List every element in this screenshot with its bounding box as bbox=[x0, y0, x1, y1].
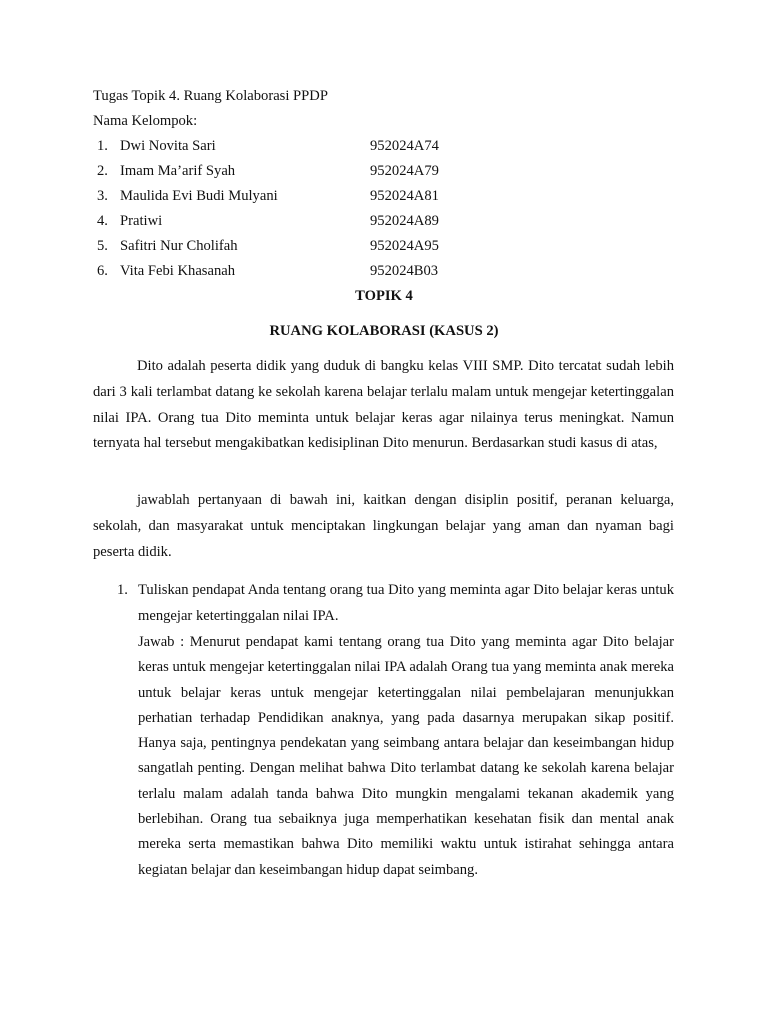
answer-text: Jawab : Menurut pendapat kami tentang orang tua Dito yang meminta agar Dito belajar keras untuk mengejar ketertinggalan nilai IPA adalah Orang tua yang meminta anak mereka untuk belajar keras untuk mengejar ketertinggalan nilai pembelajaran menunjukkan perhatian terhadap Pendidikan anaknya, yang pada dasarnya merupakan sikap positif. Hanya saja, pentingnya pendekatan yang seimbang antara belajar dan keseimbangan hidup sangatlah penting. Dengan melihat bahwa Dito terlambat datang ke sekolah karena belajar terlalu malam adalah tanda bahwa Dito mungkin mengalami tekanan akademik yang berlebihan. Orang tua sebaiknya juga memperhatikan kesehatan fisik dan mental anak mereka serta memastikan bahwa Dito memiliki waktu untuk istirahat sehingga antara kegiatan belajar dan keseimbangan hidup dapat seimbang. bbox=[138, 634, 674, 878]
member-number: 2. bbox=[97, 163, 108, 179]
assignment-title: Tugas Topik 4. Ruang Kolaborasi PPDP bbox=[93, 88, 328, 104]
member-number: 6. bbox=[97, 263, 108, 279]
member-name: Maulida Evi Budi Mulyani bbox=[120, 188, 278, 204]
member-id: 952024A89 bbox=[370, 213, 439, 229]
group-label: Nama Kelompok: bbox=[93, 113, 198, 129]
member-id: 952024A79 bbox=[370, 163, 439, 179]
case-paragraph: Dito adalah peserta didik yang duduk di bangku kelas VIII SMP. Dito tercatat sudah lebih dari 3 kali terlambat datang ke sekolah karena belajar terlalu malam untuk mengejar ketertinggalan nilai IPA. Orang tua Dito meminta untuk belajar keras agar nilainya terus meningkat. Namun ternyata hal tersebut mengakibatkan kedisiplinan Dito menurun. Berdasarkan studi kasus di atas, bbox=[93, 358, 674, 452]
member-number: 1. bbox=[97, 138, 108, 154]
member-number: 3. bbox=[97, 188, 108, 204]
member-name: Dwi Novita Sari bbox=[120, 138, 216, 154]
case-heading: RUANG KOLABORASI (KASUS 2) bbox=[269, 323, 499, 339]
topic-heading: TOPIK 4 bbox=[355, 288, 413, 304]
member-number: 4. bbox=[97, 213, 108, 229]
member-id: 952024A74 bbox=[370, 138, 439, 154]
member-name: Pratiwi bbox=[120, 213, 163, 229]
member-name: Imam Ma’arif Syah bbox=[120, 163, 236, 179]
member-id: 952024A95 bbox=[370, 238, 439, 254]
question-number: 1. bbox=[117, 582, 128, 598]
member-id: 952024B03 bbox=[370, 263, 439, 279]
member-id: 952024A81 bbox=[370, 188, 439, 204]
member-number: 5. bbox=[97, 238, 108, 254]
instruction-paragraph: jawablah pertanyaan di bawah ini, kaitkan dengan disiplin positif, peranan keluarga, sekolah, dan masyarakat untuk menciptakan lingkungan belajar yang aman dan nyaman bagi peserta didik. bbox=[93, 492, 674, 560]
question-text: Tuliskan pendapat Anda tentang orang tua Dito yang meminta agar Dito belajar keras untuk mengejar ketertinggalan nilai IPA. bbox=[138, 582, 674, 624]
member-name: Safitri Nur Cholifah bbox=[120, 238, 238, 254]
member-name: Vita Febi Khasanah bbox=[120, 263, 236, 279]
